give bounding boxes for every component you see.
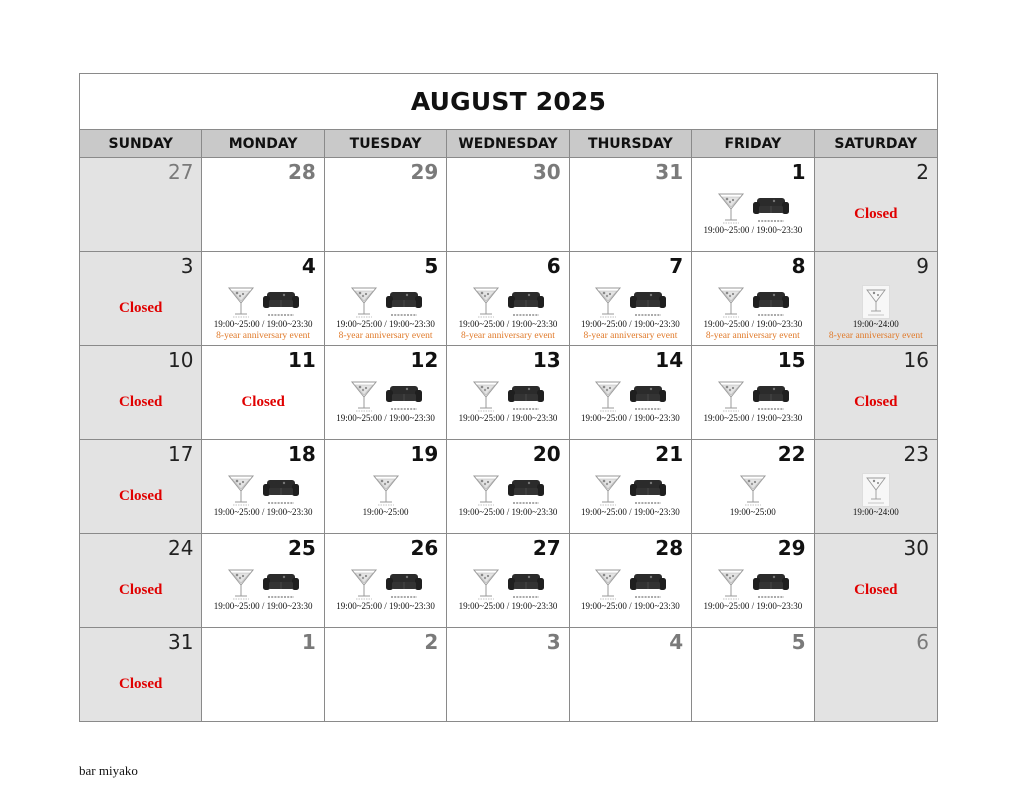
sofa-icon	[752, 191, 790, 225]
week-row	[80, 346, 937, 440]
day-number: 29	[777, 536, 806, 560]
venue-icons	[692, 564, 813, 601]
event-note: 8-year anniversary event	[461, 331, 555, 341]
weekday-header	[80, 130, 937, 158]
venue-icons	[692, 188, 813, 225]
day-number: 19	[410, 442, 439, 466]
day-cell	[447, 158, 569, 251]
day-cell	[692, 440, 814, 533]
day-cell	[325, 252, 447, 345]
day-cell	[570, 158, 692, 251]
weekday-sunday: SUNDAY	[80, 130, 202, 157]
day-cell	[202, 252, 324, 345]
day-cell	[447, 534, 569, 627]
opening-hours: 19:00~25:00 / 19:00~23:30	[703, 413, 803, 423]
closed-label: Closed	[119, 676, 163, 692]
venue-icons	[202, 470, 323, 507]
day-cell	[692, 252, 814, 345]
cocktail-glass-icon	[349, 285, 379, 319]
sofa-icon	[507, 567, 545, 601]
opening-hours: 19:00~25:00 / 19:00~23:30	[581, 507, 680, 517]
day-number: 23	[903, 442, 929, 466]
day-cell	[325, 534, 447, 627]
event-note: 8-year anniversary event	[338, 331, 433, 341]
closed-label: Closed	[119, 488, 163, 504]
day-cell	[692, 628, 814, 721]
weekday-friday: FRIDAY	[692, 130, 814, 157]
closed-label: Closed	[119, 300, 163, 316]
cocktail-glass-icon	[593, 379, 623, 413]
opening-hours: 19:00~25:00 / 19:00~23:30	[581, 601, 680, 611]
calendar	[79, 73, 938, 722]
day-number: 27	[532, 536, 561, 560]
calendar-grid	[80, 158, 937, 721]
cocktail-glass-icon	[471, 379, 501, 413]
day-cell	[80, 158, 202, 251]
cocktail-glass-icon	[593, 285, 623, 319]
day-number: 16	[903, 348, 929, 372]
week-row	[80, 628, 937, 721]
cocktail-glass-icon	[349, 379, 379, 413]
day-number: 24	[167, 536, 194, 560]
closed-label: Closed	[854, 582, 898, 598]
day-number: 13	[532, 348, 561, 372]
day-number: 28	[288, 160, 316, 184]
venue-icons	[570, 564, 691, 601]
venue-icons	[570, 376, 691, 413]
cocktail-glass-icon	[716, 567, 746, 601]
day-cell	[80, 534, 202, 627]
day-cell	[447, 252, 569, 345]
day-cell	[570, 252, 692, 345]
weekday-thursday: THURSDAY	[570, 130, 692, 157]
opening-hours: 19:00~25:00 / 19:00~23:30	[336, 413, 435, 423]
event-note: 8-year anniversary event	[216, 331, 311, 341]
closed-label: Closed	[119, 582, 163, 598]
opening-hours: 19:00~25:00 / 19:00~23:30	[336, 319, 435, 329]
day-cell	[815, 534, 937, 627]
day-cell	[692, 534, 814, 627]
day-number: 14	[655, 348, 684, 372]
day-number: 30	[903, 536, 929, 560]
day-cell	[80, 440, 202, 533]
day-number: 3	[180, 254, 194, 278]
day-cell	[447, 440, 569, 533]
closed-label: Closed	[854, 394, 898, 410]
cocktail-glass-icon	[593, 567, 623, 601]
day-number: 6	[546, 254, 561, 278]
day-number: 29	[410, 160, 439, 184]
opening-hours: 19:00~25:00 / 19:00~23:30	[703, 319, 803, 329]
day-cell	[570, 346, 692, 439]
calendar-title: AUGUST 2025	[80, 74, 937, 130]
venue-icons	[692, 282, 813, 319]
day-cell	[325, 628, 447, 721]
day-cell	[815, 440, 937, 533]
day-number: 4	[301, 254, 316, 278]
day-cell	[325, 346, 447, 439]
day-cell	[202, 158, 324, 251]
day-number: 7	[669, 254, 684, 278]
day-cell	[815, 346, 937, 439]
day-cell	[80, 628, 202, 721]
day-cell	[325, 440, 447, 533]
cocktail-glass-icon	[471, 285, 501, 319]
sofa-icon	[629, 473, 667, 507]
day-number: 8	[791, 254, 806, 278]
day-cell	[202, 628, 324, 721]
cocktail-glass-icon	[471, 567, 501, 601]
day-cell	[202, 534, 324, 627]
opening-hours: 19:00~25:00 / 19:00~23:30	[581, 319, 680, 329]
day-cell	[202, 440, 324, 533]
day-number: 30	[532, 160, 561, 184]
venue-icons	[325, 282, 446, 319]
day-cell	[202, 346, 324, 439]
sofa-icon	[385, 567, 423, 601]
footer-venue-name: bar miyako	[79, 763, 138, 778]
day-number: 17	[167, 442, 194, 466]
venue-icons	[202, 564, 323, 601]
day-number: 31	[167, 630, 194, 654]
day-number: 2	[424, 630, 439, 654]
venue-icons	[447, 376, 568, 413]
cocktail-glass-icon	[716, 285, 746, 319]
weekday-saturday: SATURDAY	[834, 135, 918, 152]
cocktail-glass-icon	[349, 567, 379, 601]
opening-hours: 19:00~25:00 / 19:00~23:30	[213, 319, 313, 329]
day-cell	[570, 440, 692, 533]
opening-hours: 19:00~25:00 / 19:00~23:30	[703, 225, 803, 235]
day-number: 11	[288, 348, 316, 372]
day-cell	[570, 628, 692, 721]
day-number: 31	[655, 160, 684, 184]
weekday-monday: MONDAY	[202, 130, 324, 157]
event-note: 8-year anniversary event	[583, 331, 678, 341]
day-cell	[447, 628, 569, 721]
day-cell	[80, 252, 202, 345]
day-number: 12	[410, 348, 439, 372]
sofa-icon	[507, 379, 545, 413]
weekday-wednesday: WEDNESDAY	[447, 130, 569, 157]
week-row	[80, 534, 937, 628]
cocktail-glass-icon	[471, 473, 501, 507]
sofa-icon	[629, 567, 667, 601]
day-cell	[692, 346, 814, 439]
day-cell	[815, 158, 937, 251]
day-number: 26	[410, 536, 439, 560]
event-poster-icon	[862, 473, 890, 507]
day-number: 22	[777, 442, 806, 466]
event-poster-icon	[862, 285, 890, 319]
venue-icons	[815, 470, 937, 507]
week-row	[80, 252, 937, 346]
sofa-icon	[752, 567, 790, 601]
opening-hours: 19:00~25:00	[729, 507, 776, 517]
cocktail-glass-icon	[593, 473, 623, 507]
day-number: 9	[916, 254, 929, 278]
cocktail-glass-icon	[738, 473, 768, 507]
opening-hours: 19:00~25:00 / 19:00~23:30	[581, 413, 680, 423]
day-number: 5	[791, 630, 806, 654]
opening-hours: 19:00~25:00 / 19:00~23:30	[458, 319, 558, 329]
day-cell	[570, 534, 692, 627]
opening-hours: 19:00~25:00 / 19:00~23:30	[458, 507, 558, 517]
sofa-icon	[629, 379, 667, 413]
venue-icons	[815, 282, 937, 319]
week-row	[80, 158, 937, 252]
day-number: 15	[777, 348, 806, 372]
day-number: 25	[288, 536, 316, 560]
sofa-icon	[262, 473, 300, 507]
sofa-icon	[507, 285, 545, 319]
cocktail-glass-icon	[226, 567, 256, 601]
day-number: 18	[288, 442, 316, 466]
sofa-icon	[752, 379, 790, 413]
venue-icons	[692, 376, 813, 413]
day-cell	[80, 346, 202, 439]
opening-hours: 19:00~25:00 / 19:00~23:30	[213, 601, 313, 611]
venue-icons	[325, 564, 446, 601]
day-number: 20	[532, 442, 561, 466]
day-cell	[447, 346, 569, 439]
day-cell	[325, 158, 447, 251]
week-row	[80, 440, 937, 534]
day-number: 1	[301, 630, 316, 654]
sofa-icon	[385, 285, 423, 319]
event-note: 8-year anniversary event	[705, 331, 800, 341]
cocktail-glass-icon	[226, 473, 256, 507]
opening-hours: 19:00~25:00 / 19:00~23:30	[458, 413, 558, 423]
weekday-tuesday: TUESDAY	[325, 130, 447, 157]
day-number: 27	[167, 160, 194, 184]
venue-icons	[325, 470, 446, 507]
sofa-icon	[262, 567, 300, 601]
opening-hours: 19:00~24:00	[852, 507, 899, 517]
day-number: 3	[546, 630, 561, 654]
closed-label: Closed	[241, 394, 285, 410]
opening-hours: 19:00~25:00 / 19:00~23:30	[458, 601, 558, 611]
venue-icons	[447, 282, 568, 319]
sofa-icon	[629, 285, 667, 319]
day-number: 5	[424, 254, 439, 278]
day-cell	[815, 628, 937, 721]
venue-icons	[447, 470, 568, 507]
venue-icons	[570, 282, 691, 319]
venue-icons	[570, 470, 691, 507]
day-number: 4	[669, 630, 684, 654]
day-number: 1	[791, 160, 806, 184]
opening-hours: 19:00~25:00 / 19:00~23:30	[336, 601, 435, 611]
day-number: 10	[167, 348, 194, 372]
cocktail-glass-icon	[371, 473, 401, 507]
day-number: 28	[655, 536, 684, 560]
sofa-icon	[385, 379, 423, 413]
cocktail-glass-icon	[716, 379, 746, 413]
venue-icons	[202, 282, 323, 319]
venue-icons	[447, 564, 568, 601]
day-number: 2	[916, 160, 929, 184]
day-number: 6	[916, 630, 929, 654]
closed-label: Closed	[119, 394, 163, 410]
opening-hours: 19:00~24:00	[852, 319, 899, 329]
cocktail-glass-icon	[716, 191, 746, 225]
event-note: 8-year anniversary event	[828, 331, 923, 341]
sofa-icon	[262, 285, 300, 319]
day-number: 21	[655, 442, 684, 466]
day-cell	[692, 158, 814, 251]
cocktail-glass-icon	[226, 285, 256, 319]
opening-hours: 19:00~25:00	[362, 507, 409, 517]
sofa-icon	[507, 473, 545, 507]
venue-icons	[692, 470, 813, 507]
opening-hours: 19:00~25:00 / 19:00~23:30	[213, 507, 313, 517]
venue-icons	[325, 376, 446, 413]
sofa-icon	[752, 285, 790, 319]
closed-label: Closed	[854, 206, 898, 222]
opening-hours: 19:00~25:00 / 19:00~23:30	[703, 601, 803, 611]
day-cell	[815, 252, 937, 345]
